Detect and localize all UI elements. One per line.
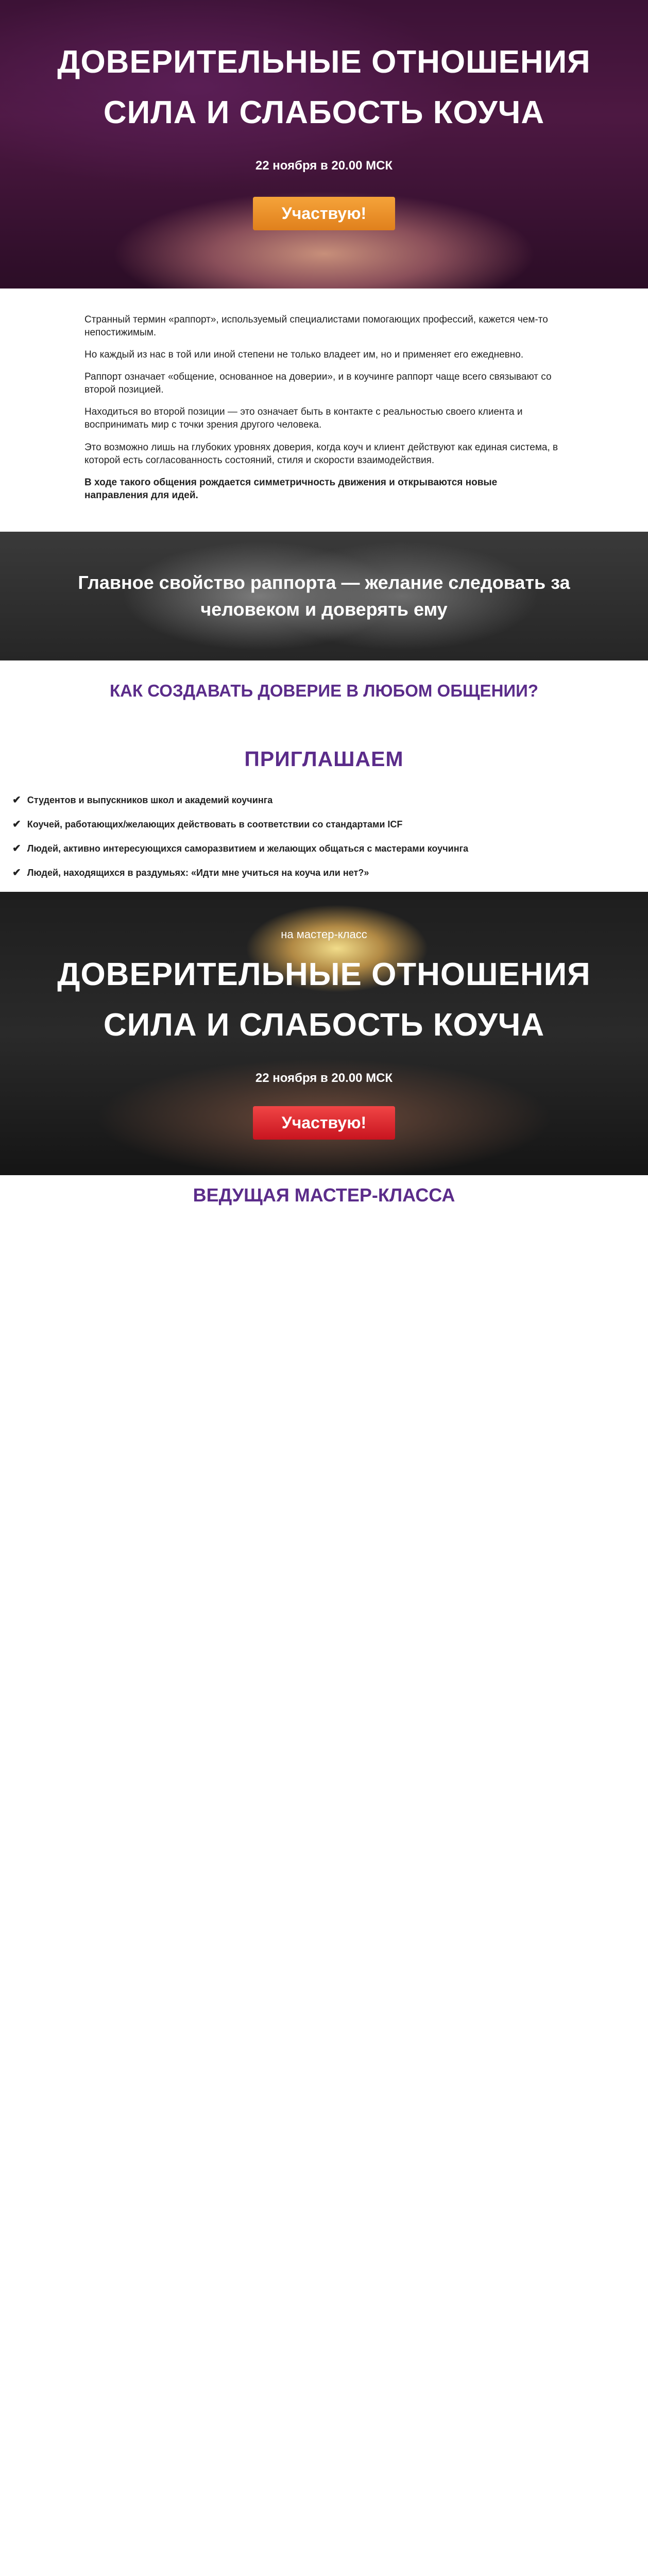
hero-title-line2: СИЛА И СЛАБОСТЬ КОУЧА (103, 95, 545, 130)
check-icon: ✔ (12, 818, 21, 830)
list-item: ✔ Людей, находящихся в раздумьях: «Идти мне учиться на коуча или нет?» (12, 867, 369, 878)
banner-title-line2: СИЛА И СЛАБОСТЬ КОУЧА (103, 1007, 545, 1043)
check-icon: ✔ (12, 867, 21, 878)
banner-kicker: на мастер-класс (281, 927, 367, 941)
quote-line: человеком и доверять ему (200, 598, 448, 620)
list-item: ✔ Студентов и выпускников школ и академий коучинга (12, 794, 273, 806)
rapport-quote-band (0, 532, 648, 660)
participate-button[interactable]: Участвую! (253, 1106, 395, 1140)
lead-title: ВЕДУЩАЯ МАСТЕР-КЛАССА (193, 1184, 455, 1206)
list-item: ✔ Коучей, работающих/желающих действовать в соответствии со стандартами ICF (12, 818, 403, 830)
quote-line: Главное свойство раппорта — желание следовать за (78, 571, 570, 593)
intro-paragraph: Но каждый из нас в той или иной степени не только владеет им, но и применяет его ежедневно. (84, 349, 524, 361)
hero-title-line1: ДОВЕРИТЕЛЬНЫЕ ОТНОШЕНИЯ (57, 44, 591, 80)
hero-banner (0, 0, 648, 289)
trust-title: КАК СОЗДАВАТЬ ДОВЕРИЕ В ЛЮБОМ ОБЩЕНИИ? (109, 681, 538, 700)
intro-paragraph: Находиться во второй позиции — это означает быть в контакте с реальностью своего клиента и воспринимать мир с точки зрения другого человека. (84, 406, 523, 431)
list-item: ✔ Людей, активно интересующихся саморазвитием и желающих общаться с мастерами коучинга (12, 842, 469, 854)
cta-banner (0, 892, 648, 1175)
banner-title-line1: ДОВЕРИТЕЛЬНЫЕ ОТНОШЕНИЯ (57, 956, 591, 992)
intro-paragraph: Странный термин «раппорт», используемый специалистами помогающих профессий, кажется чем-то непостижимым. (84, 314, 548, 338)
invite-title: ПРИГЛАШАЕМ (244, 747, 404, 771)
page-end (0, 1222, 648, 1227)
check-icon: ✔ (12, 794, 21, 806)
intro-paragraph: Это возможно лишь на глубоких уровнях доверия, когда коуч и клиент действуют как единая система, в которой есть согласованность состояний, стиля и скорости взаимодействия. (84, 442, 558, 466)
intro-text (84, 289, 564, 532)
banner-date: 22 ноября в 20.00 МСК (255, 1071, 393, 1085)
invite-list (12, 795, 636, 878)
hero-date: 22 ноября в 20.00 МСК (255, 159, 393, 173)
intro-paragraph-bold: В ходе такого общения рождается симметричность движения и открываются новые направления для идей. (84, 477, 498, 501)
intro-paragraph: Раппорт означает «общение, основанное на доверии», и в коучинге раппорт чаще всего связывают со второй позицией. (84, 371, 552, 396)
participate-button[interactable]: Участвую! (253, 197, 395, 230)
check-icon: ✔ (12, 842, 21, 854)
